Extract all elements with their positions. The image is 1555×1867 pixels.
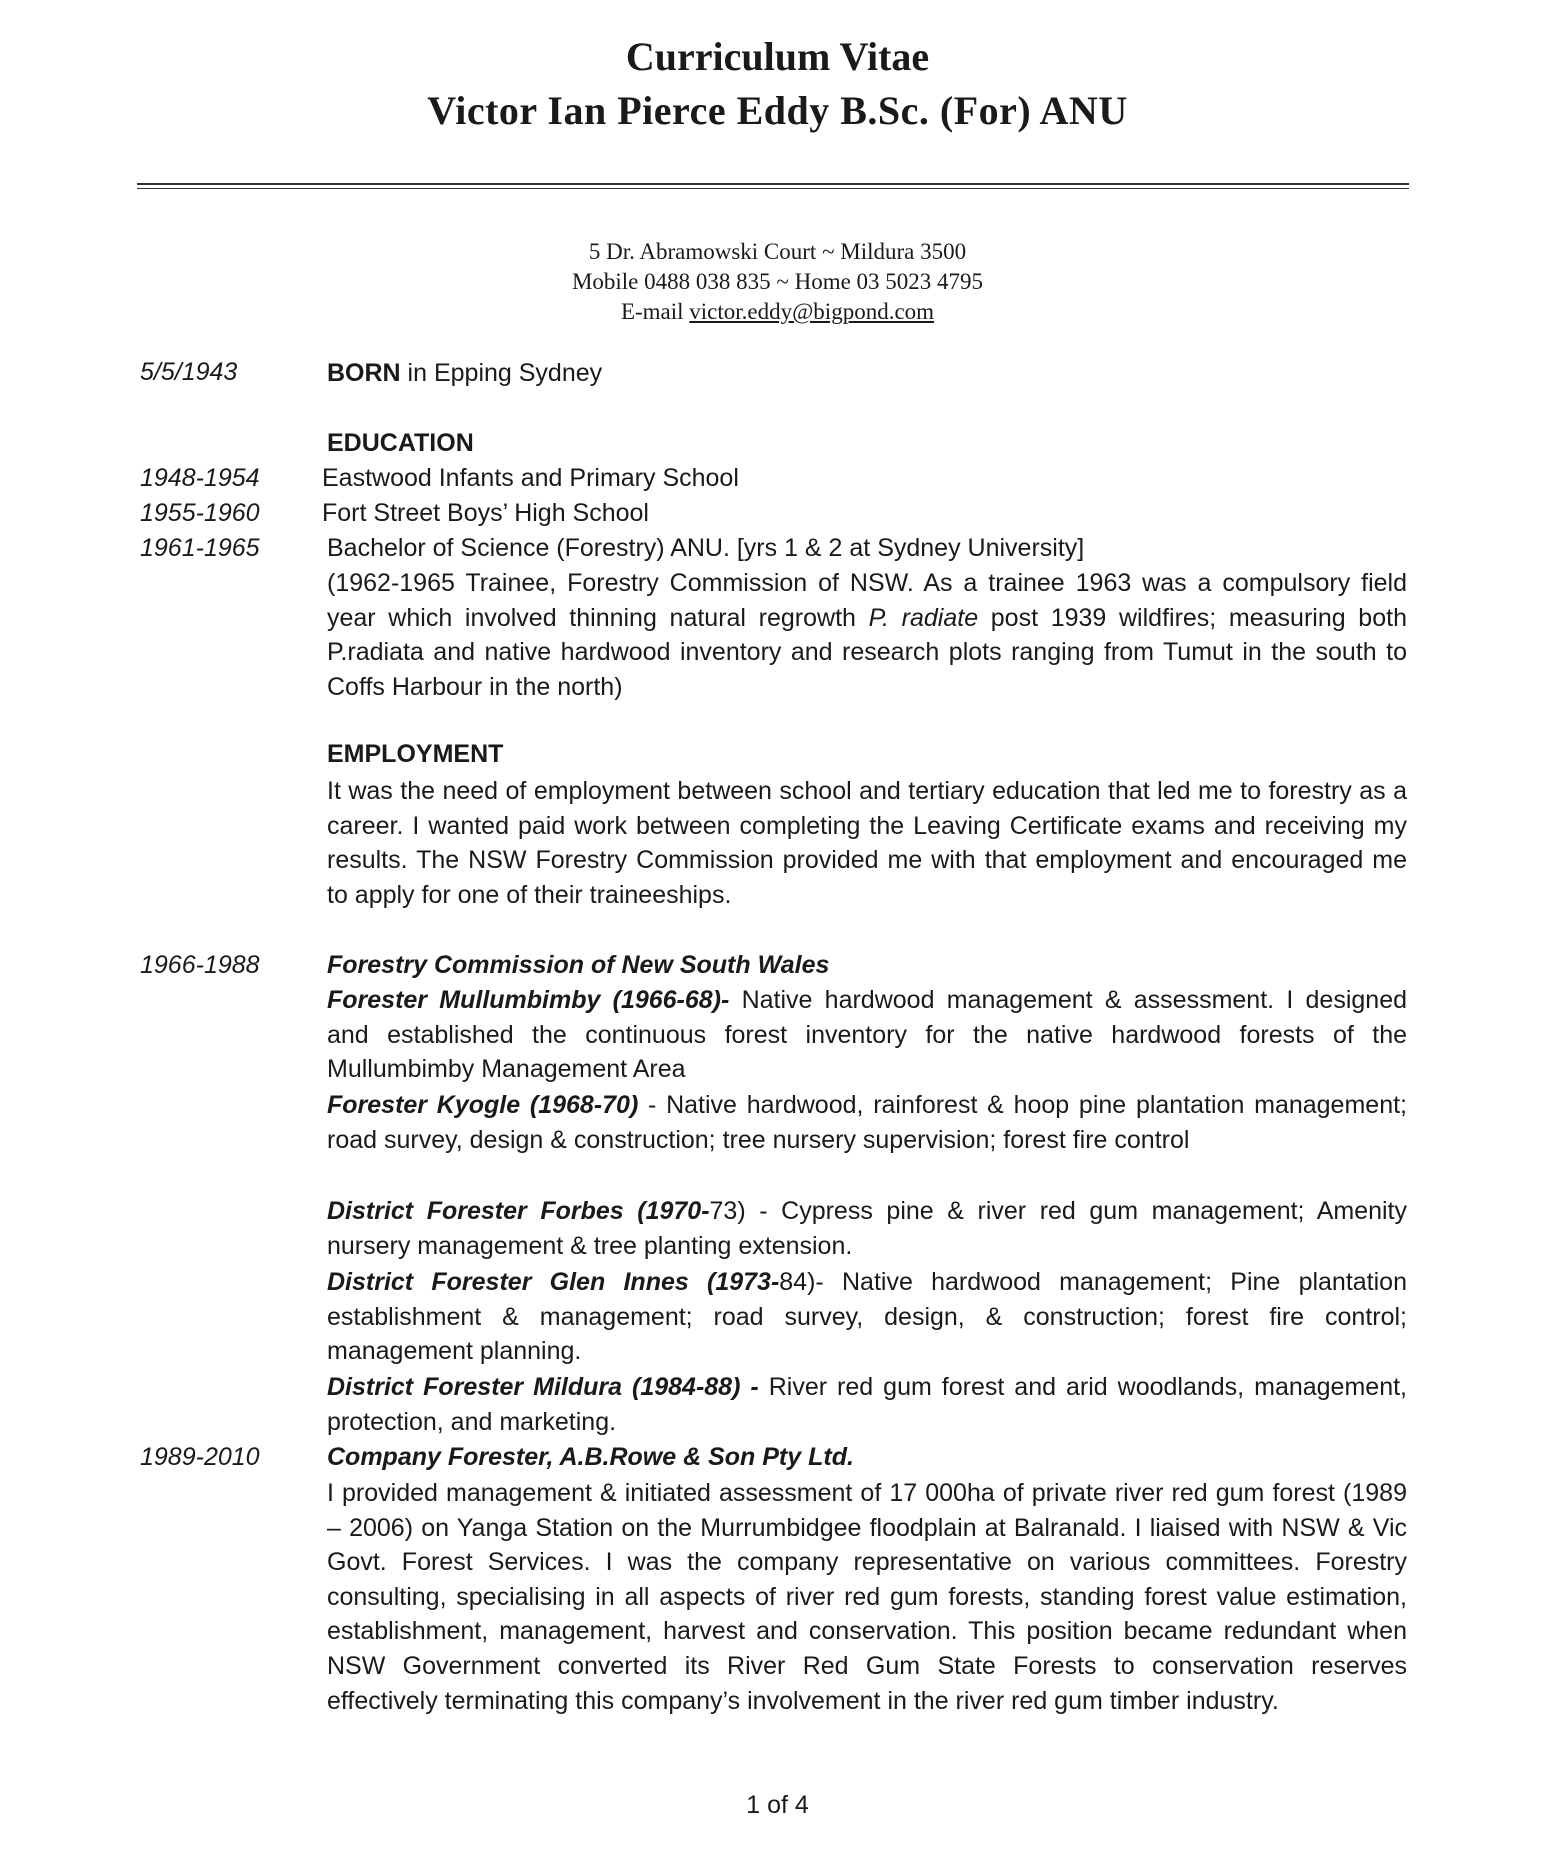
email-line [0,297,1555,327]
document-title: Curriculum Vitae [625,34,930,79]
job-description: I provided management & initiated assessment of 17 000ha of private river red gum forest (1989 – 2006) on Yanga Station on the Murrumbidgee floodplain at Balranald. I liaised with NSW & Vic Govt. Forest Services. I was the company representative on various committees. Forestry consulting, specialising in all aspects of river red gum forests, standing forest value estimation, establishment, management, harvest and conservation. This position became redundant when NSW Government converted its River Red Gum State Forests to conservation reserves effectively terminating this company’s involvement in the river red gum timber industry. [327,1479,1407,1715]
education-note [327,566,1407,704]
job-years: 1989-2010 [140,1443,260,1471]
job-years: 1966-1988 [140,951,260,979]
candidate-name: Victor Ian Pierce Eddy B.Sc. (For) ANU [427,88,1128,133]
education-item: Fort Street Boys’ High School [322,499,649,527]
born-label: BORN [327,359,401,387]
header-rule [137,183,1409,185]
job-role [327,1370,1407,1439]
born-date: 5/5/1943 [140,358,238,386]
education-item: Bachelor of Science (Forestry) ANU. [yrs 1 & 2 at Sydney University] [327,534,1085,562]
education-note-end: post 1939 wildfires; measuring both P.radiata and native hardwood inventory and research plots ranging from Tumut in the south to Coffs Harbour in the north) [327,603,1407,701]
job-role [327,983,1407,1087]
role-title: Forester Kyogle (1968-70) [327,1091,639,1119]
education-item: Eastwood Infants and Primary School [322,464,739,492]
role-title: Forester Mullumbimby (1966-68)- [327,986,730,1014]
education-years: 1961-1965 [140,534,260,562]
page-number: 1 of 4 [746,1791,809,1819]
role-title: District Forester Forbes (1970- [327,1197,710,1225]
role-title: District Forester Mildura (1984-88) - [327,1373,759,1401]
email-link[interactable]: victor.eddy@bigpond.com [689,299,935,324]
email-label: E-mail [620,299,690,324]
role-text: 84)- Native hardwood management; Pine plantation establishment & management; road survey, design, & construction; forest fire control; management planning. [327,1268,1407,1366]
education-heading: EDUCATION [327,429,474,457]
employment-heading: EMPLOYMENT [327,740,504,768]
job-role [327,1088,1407,1157]
role-text: Native hardwood management & assessment. I designed and established the continuous forest inventory for the native hardwood forests of the Mullumbimby Management Area [327,986,1407,1084]
education-years: 1955-1960 [140,499,260,527]
phone-numbers: Mobile 0488 038 835 ~ Home 03 5023 4795 [571,269,984,294]
born-text: in Epping Sydney [400,359,603,387]
education-note-start: (1962-1965 Trainee, Forestry Commission of NSW. As a trainee 1963 was a compulsory field year which involved thinning natural regrowth [327,569,1407,632]
job-role [327,1194,1407,1263]
role-text: 73) - Cypress pine & river red gum management; Amenity nursery management & tree planting extension. [327,1197,1407,1260]
role-title: District Forester Glen Innes (1973- [327,1268,780,1296]
role-text: River red gum forest and arid woodlands, management, protection, and marketing. [327,1373,1407,1436]
born-line [327,356,1407,391]
role-text: - Native hardwood, rainforest & hoop pine plantation management; road survey, design & construction; tree nursery supervision; forest fire control [327,1091,1407,1154]
employment-intro: It was the need of employment between school and tertiary education that led me to forestry as a career. I wanted paid work between completing the Leaving Certificate exams and receiving my results. The NSW Forestry Commission provided me with that employment and encouraged me to apply for one of their traineeships. [327,777,1407,909]
education-years: 1948-1954 [140,464,260,492]
species-name: P. radiate [868,603,979,632]
header-rule-thin [137,188,1409,189]
employer-name: Forestry Commission of New South Wales [327,951,830,979]
job-role [327,1265,1407,1369]
address: 5 Dr. Abramowski Court ~ Mildura 3500 [588,239,967,264]
employer-name: Company Forester, A.B.Rowe & Son Pty Ltd. [327,1443,854,1471]
